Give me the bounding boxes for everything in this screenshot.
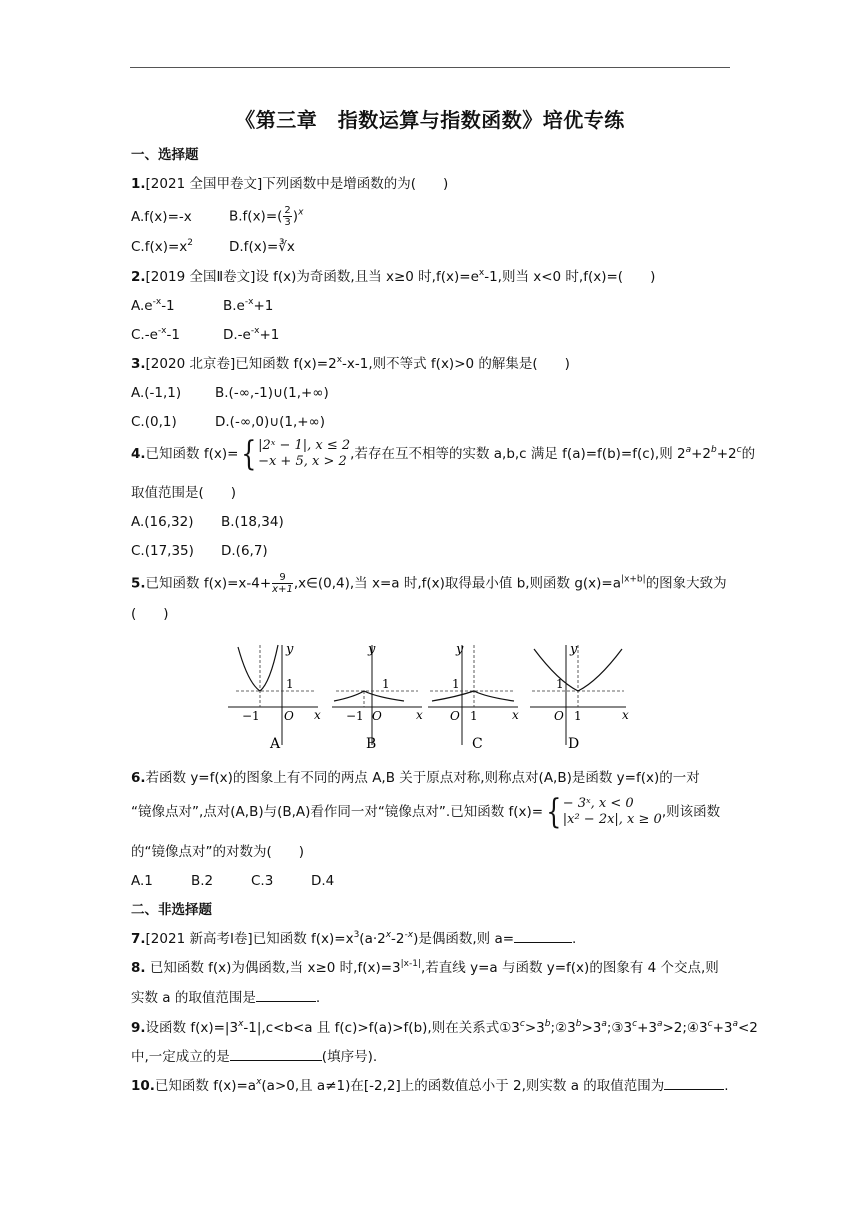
- exponent: b: [711, 445, 717, 455]
- question-text-cont: +2: [691, 446, 712, 462]
- exponent: a: [601, 1019, 607, 1029]
- option-b-suffix: ): [292, 208, 299, 225]
- question-text-cont: +3: [712, 1020, 733, 1036]
- question-1-stem: [131, 175, 448, 193]
- question-number: 1.: [131, 176, 146, 192]
- exponent: -x: [152, 297, 162, 307]
- question-text-cont: ,若直线 y=a 与函数 y=f(x)的图象有 4 个交点,则: [421, 960, 719, 976]
- exponent: |x+b|: [621, 574, 646, 585]
- question-text-cont: >3: [524, 1020, 545, 1036]
- tick-label-neg1: −1: [346, 709, 364, 723]
- tick-label-1: 1: [556, 677, 564, 691]
- question-4-options-row2: [131, 542, 268, 560]
- y-label: y: [570, 642, 578, 657]
- option-d: D.f(x)=∛x: [229, 239, 295, 255]
- question-text-cont: -1|,c<b<a 且 f(c)>f(a)>f(b),则在关系式①3: [243, 1020, 520, 1036]
- option-c: [131, 238, 229, 256]
- question-3-options-row2: [131, 413, 325, 431]
- question-10: [131, 1077, 729, 1095]
- piecewise-row: −x + 5, x > 2: [258, 454, 347, 469]
- question-text: 已知函数 f(x)=: [145, 446, 239, 462]
- option-b: B.2: [191, 873, 214, 889]
- question-2-stem: [131, 268, 655, 286]
- option-d: D.4: [311, 873, 335, 889]
- option-b: [229, 205, 303, 228]
- question-text-cont: (填序号).: [321, 1049, 378, 1065]
- question-3-stem: [131, 355, 570, 373]
- option-b-text: B.e: [223, 298, 245, 314]
- graph-label: A: [270, 736, 281, 752]
- fraction: [272, 572, 293, 595]
- question-number: 5.: [131, 575, 146, 592]
- option-d-text: D.-e: [223, 327, 251, 343]
- origin-label: O: [450, 709, 460, 723]
- question-7: [131, 930, 576, 948]
- exponent: b: [575, 1019, 582, 1029]
- question-1-options-row2: [131, 238, 295, 256]
- question-text-cont: +3: [637, 1020, 657, 1036]
- question-6-line1: [131, 769, 700, 787]
- exponent: -x: [244, 297, 254, 307]
- question-9-line2: [131, 1048, 377, 1066]
- piecewise-row: |x² − 2x|, x ≥ 0: [562, 812, 662, 827]
- question-2-options-row1: [131, 297, 273, 315]
- question-number: 3.: [131, 356, 146, 372]
- tick-label-1: 1: [286, 677, 294, 691]
- question-text: [2020 北京卷]已知函数 f(x)=2: [145, 356, 337, 372]
- option-c: C.(0,1): [131, 414, 177, 430]
- option-a: A.(-1,1): [131, 385, 182, 401]
- question-text-cont: 的: [741, 446, 756, 462]
- exponent: x: [478, 268, 485, 278]
- exponent: x: [336, 355, 343, 365]
- x-label: x: [512, 708, 519, 722]
- question-text-cont: +2: [716, 446, 737, 462]
- question-text: 设函数 f(x)=|3: [145, 1020, 239, 1036]
- origin-label: O: [284, 709, 294, 723]
- fraction-denominator: x+1: [272, 584, 293, 595]
- option-c-suffix: -1: [166, 327, 180, 343]
- question-5-graphs: [226, 635, 636, 755]
- question-4-stem: [131, 434, 756, 474]
- option-b-prefix: B.f(x)=(: [229, 208, 283, 225]
- tick-label-x1: 1: [574, 709, 582, 723]
- graph-label: D: [568, 736, 580, 752]
- question-6-options: [131, 872, 334, 890]
- option-d-suffix: +1: [259, 327, 280, 343]
- question-text-cont: 的图象大致为: [645, 575, 727, 592]
- question-5-stem: [131, 572, 727, 595]
- question-text-end: .: [315, 990, 321, 1006]
- exponent: c: [632, 1019, 638, 1029]
- option-b-suffix: +1: [253, 298, 274, 314]
- brace-icon: {: [546, 792, 562, 832]
- curve: [238, 645, 278, 691]
- question-number: 9.: [131, 1020, 146, 1036]
- exponent: x: [385, 930, 392, 940]
- question-9-line1: [131, 1019, 758, 1037]
- question-text-end: .: [572, 931, 577, 947]
- option-b: [223, 297, 273, 315]
- graph-b: [332, 642, 423, 752]
- question-text-end: .: [724, 1078, 729, 1094]
- exponent: x: [298, 207, 304, 218]
- graph-c: [428, 642, 519, 752]
- exponent: c: [519, 1019, 525, 1029]
- page-title: 《第三章 指数运算与指数函数》培优专练: [235, 108, 625, 132]
- question-6-line3: 的“镜像点对”的对数为( ): [131, 844, 305, 860]
- question-text-cont: ;③3: [606, 1020, 633, 1036]
- question-number: 7.: [131, 931, 146, 947]
- curve: [432, 691, 514, 701]
- question-text: 若函数 y=f(x)的图象上有不同的两点 A,B 关于原点对称,则称点对(A,B)是函数 y=f(x)的一对: [145, 770, 700, 786]
- piecewise-function: [238, 434, 351, 474]
- question-text-cont: )是偶函数,则 a=: [413, 931, 515, 947]
- option-d: [223, 326, 279, 344]
- question-text: 已知函数 f(x)为偶函数,当 x≥0 时,f(x)=3: [145, 960, 401, 976]
- y-label: y: [368, 642, 376, 657]
- question-5-line2: ( ): [131, 606, 169, 622]
- answer-blank[interactable]: [664, 1077, 724, 1090]
- piecewise-rows: [563, 796, 662, 828]
- option-a: A.1: [131, 873, 153, 889]
- option-c: [131, 326, 223, 344]
- question-text-cont: -1,则当 x<0 时,f(x)=( ): [484, 269, 656, 285]
- option-d: D.(-∞,0)∪(1,+∞): [215, 414, 326, 430]
- origin-label: O: [372, 709, 382, 723]
- section-heading-non-choice: 二、非选择题: [131, 902, 212, 918]
- question-text: 已知函数 f(x)=a: [154, 1078, 257, 1094]
- section-heading-choice: 一、选择题: [131, 147, 199, 163]
- question-text-cont: -x-1,则不等式 f(x)>0 的解集是( ): [342, 356, 570, 372]
- exponent: b: [544, 1019, 551, 1029]
- fraction-numerator: 2: [284, 205, 291, 216]
- exponent: c: [736, 445, 742, 455]
- question-text-cont: -2: [391, 931, 405, 947]
- exponent: a: [732, 1019, 738, 1029]
- exponent: x: [238, 1019, 244, 1029]
- graph-a: [228, 642, 321, 752]
- question-text: “镜像点对”,点对(A,B)与(B,A)看作同一对“镜像点对”.已知函数 f(x)=: [131, 804, 544, 820]
- exponent: x: [256, 1077, 262, 1087]
- question-text: [2021 全国甲卷文]下列函数中是增函数的为( ): [145, 176, 449, 192]
- question-text: [2021 新高考Ⅰ卷]已知函数 f(x)=x: [145, 931, 354, 947]
- exponent: -x: [404, 930, 414, 940]
- exponent: a: [685, 445, 692, 455]
- question-text-cont: ,若存在互不相等的实数 a,b,c 满足 f(a)=f(b)=f(c),则 2: [350, 446, 686, 462]
- option-a-text: A.e: [131, 298, 153, 314]
- question-8-line2: [131, 989, 320, 1007]
- exponent: -x: [157, 326, 167, 336]
- question-number: 4.: [131, 446, 146, 462]
- question-2-options-row2: [131, 326, 279, 344]
- x-label: x: [314, 708, 321, 722]
- y-label: y: [456, 642, 464, 657]
- question-8-line1: [131, 959, 719, 977]
- question-4-line2: 取值范围是( ): [131, 485, 237, 501]
- option-c: C.(17,35): [131, 543, 194, 559]
- tick-label-1: 1: [382, 677, 390, 691]
- tick-label-x1: 1: [470, 709, 478, 723]
- question-number: 6.: [131, 770, 146, 786]
- question-6-line2: [131, 792, 721, 832]
- question-text-cont: <2: [738, 1020, 758, 1036]
- graph-label: C: [472, 736, 483, 752]
- piecewise-row: |2ˣ − 1|, x ≤ 2: [258, 438, 351, 453]
- question-text: 中,一定成立的是: [131, 1049, 230, 1065]
- origin-label: O: [554, 709, 564, 723]
- question-number: 8.: [131, 960, 146, 976]
- fraction-numerator: 9: [272, 572, 293, 584]
- fraction: [283, 205, 291, 228]
- option-d: D.(6,7): [221, 543, 268, 559]
- option-c: C.3: [251, 873, 274, 889]
- x-label: x: [416, 708, 423, 722]
- piecewise-row: − 3ˣ, x < 0: [562, 796, 634, 811]
- tick-label-neg1: −1: [242, 709, 260, 723]
- question-number: 2.: [131, 269, 146, 285]
- header-rule: [130, 67, 730, 68]
- answer-blank[interactable]: [514, 930, 572, 943]
- question-1-options-row1: [131, 205, 303, 228]
- brace-icon: {: [241, 434, 257, 474]
- answer-blank[interactable]: [230, 1048, 322, 1061]
- question-text-cont: ;②3: [550, 1020, 576, 1036]
- answer-blank[interactable]: [256, 989, 316, 1002]
- question-4-options-row1: [131, 513, 284, 531]
- question-text-cont: (a>0,且 a≠1)在[-2,2]上的函数值总小于 2,则实数 a 的取值范围为: [261, 1078, 665, 1094]
- option-a: [131, 297, 223, 315]
- question-text-cont: >3: [581, 1020, 602, 1036]
- exponent: 2: [187, 238, 194, 248]
- question-text: [2019 全国Ⅱ卷文]设 f(x)为奇函数,且当 x≥0 时,f(x)=e: [145, 269, 479, 285]
- tick-label-1: 1: [452, 677, 460, 691]
- exponent: -x: [250, 326, 260, 336]
- option-a-suffix: -1: [161, 298, 175, 314]
- option-c-text: C.-e: [131, 327, 158, 343]
- x-label: x: [622, 708, 629, 722]
- fraction-denominator: 3: [284, 217, 291, 228]
- option-b: B.(-∞,-1)∪(1,+∞): [215, 385, 329, 401]
- question-text-cont: (a·2: [359, 931, 386, 947]
- piecewise-function: [543, 792, 662, 832]
- question-text-cont: ,则该函数: [661, 804, 721, 820]
- option-a: A.f(x)=-x: [131, 208, 192, 225]
- option-a: A.(16,32): [131, 514, 194, 530]
- exponent: c: [707, 1019, 713, 1029]
- option-c-text: C.f(x)=x: [131, 239, 188, 255]
- question-text-cont: >2;④3: [662, 1020, 708, 1036]
- graph-d: [530, 642, 629, 752]
- option-b: B.(18,34): [221, 514, 284, 530]
- question-text: 已知函数 f(x)=x-4+: [145, 575, 272, 592]
- question-text-cont: ,x∈(0,4),当 x=a 时,f(x)取得最小值 b,则函数 g(x)=a: [293, 575, 622, 592]
- exponent: 3: [353, 930, 360, 940]
- graph-label: B: [366, 736, 377, 752]
- exponent: |x-1|: [400, 959, 421, 969]
- question-3-options-row1: [131, 384, 329, 402]
- piecewise-rows: [258, 438, 350, 470]
- y-label: y: [286, 642, 294, 657]
- question-number: 10.: [131, 1078, 155, 1094]
- curve: [334, 691, 404, 701]
- exponent: a: [656, 1019, 663, 1029]
- question-text: 实数 a 的取值范围是: [131, 990, 256, 1006]
